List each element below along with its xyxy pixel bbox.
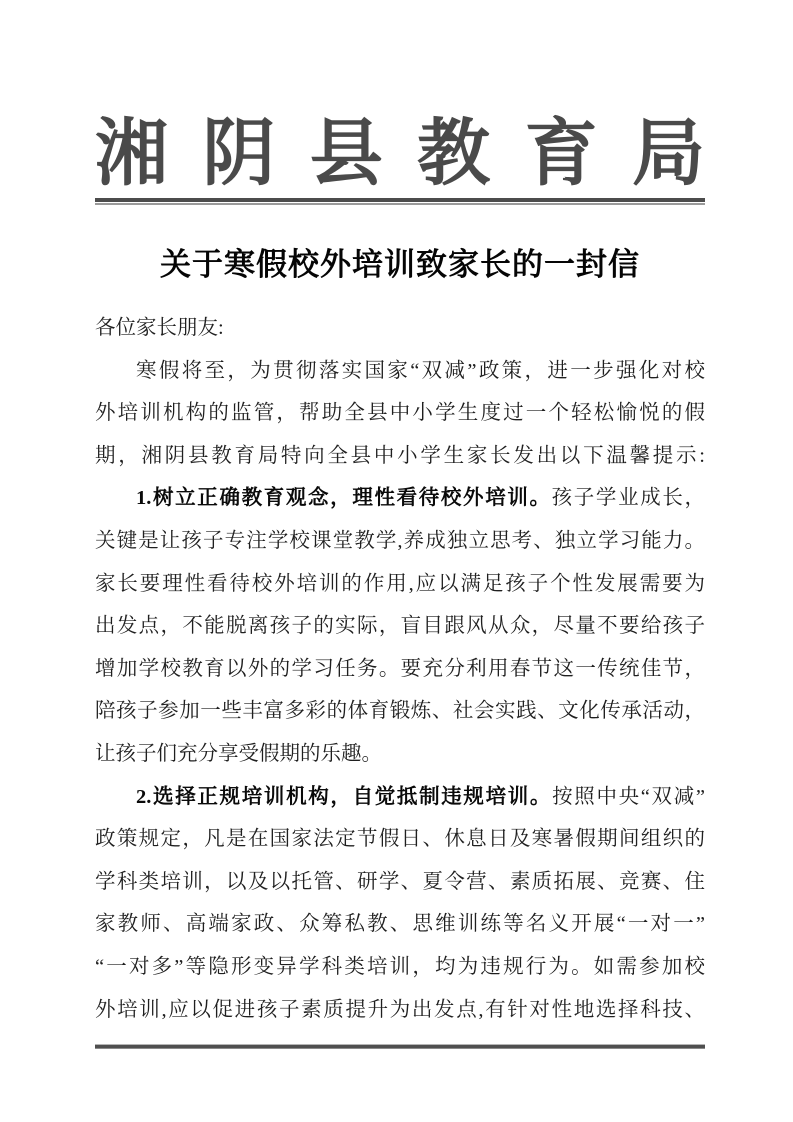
- body-line: [95, 861, 705, 904]
- agency-name: [95, 113, 705, 197]
- footer-rule: [95, 1044, 705, 1049]
- letterhead-rule-thin: [95, 203, 705, 205]
- letter-content: [95, 0, 705, 1031]
- text-run: “一对多”等隐形变异学科类培训，均为违规行为。如需参加校: [95, 955, 705, 978]
- letter-title: 关于寒假校外培训致家长的一封信: [160, 247, 640, 282]
- body-line: [95, 690, 705, 733]
- body-line: [95, 350, 705, 393]
- text-run: 家长要理性看待校外培训的作用,应以满足孩子个性发展需要为: [95, 572, 705, 595]
- text-run: 家教师、高端家政、众筹私教、思维训练等名义开展“一对一”: [95, 913, 705, 936]
- body-line: [95, 776, 705, 819]
- letterhead-rule-thick: [95, 198, 705, 202]
- letter-body: [95, 307, 705, 1031]
- body-line: [95, 648, 705, 691]
- text-run: 孩子学业成长，: [551, 487, 705, 510]
- body-line: [95, 392, 705, 435]
- text-run: 学科类培训，以及以托管、研学、夏令营、素质拓展、竞赛、住: [95, 870, 705, 893]
- text-run: 寒假将至，为贯彻落实国家“双减”政策，进一步强化对校: [136, 359, 705, 382]
- agency-name-char: 阴: [202, 113, 276, 194]
- agency-name-char: 育: [524, 113, 598, 194]
- text-run: 政策规定，凡是在国家法定节假日、休息日及寒暑假期间组织的: [95, 828, 705, 851]
- text-run: 陪孩子参加一些丰富多彩的体育锻炼、社会实践、文化传承活动，: [95, 700, 705, 723]
- text-run: 出发点，不能脱离孩子的实际，盲目跟风从众，尽量不要给孩子: [95, 615, 705, 638]
- agency-name-char: 湘: [95, 113, 168, 194]
- text-run: 各位家长朋友:: [95, 317, 224, 339]
- agency-name-char: 局: [631, 113, 705, 194]
- body-line: [95, 435, 705, 478]
- body-line: [95, 520, 705, 563]
- text-run: 外培训,应以促进孩子素质提升为出发点,有针对性地选择科技、: [95, 998, 705, 1021]
- text-run: 按照中央“双减”: [552, 785, 705, 808]
- body-line: [95, 563, 705, 606]
- body-line: [95, 733, 705, 776]
- body-line: [95, 989, 705, 1032]
- body-line: [95, 605, 705, 648]
- body-line: [95, 903, 705, 946]
- text-run: 增加学校教育以外的学习任务。要充分利用春节这一传统佳节，: [95, 657, 705, 680]
- text-run: 关键是让孩子专注学校课堂教学,养成独立思考、独立学习能力。: [95, 529, 705, 552]
- bold-heading-run: 2.选择正规培训机构，自觉抵制违规培训。: [136, 785, 553, 808]
- text-run: 外培训机构的监管，帮助全县中小学生度过一个轻松愉悦的假: [95, 402, 705, 425]
- body-line: [95, 818, 705, 861]
- agency-name-char: 县: [309, 113, 383, 194]
- agency-name-char: 教: [417, 113, 491, 194]
- text-run: 期，湘阴县教育局特向全县中小学生家长发出以下温馨提示:: [95, 444, 705, 467]
- text-run: 让孩子们充分享受假期的乐趣。: [95, 742, 382, 765]
- body-line: [95, 946, 705, 989]
- body-line: [95, 307, 705, 350]
- body-line: [95, 477, 705, 520]
- bold-heading-run: 1.树立正确教育观念，理性看待校外培训。: [136, 487, 552, 510]
